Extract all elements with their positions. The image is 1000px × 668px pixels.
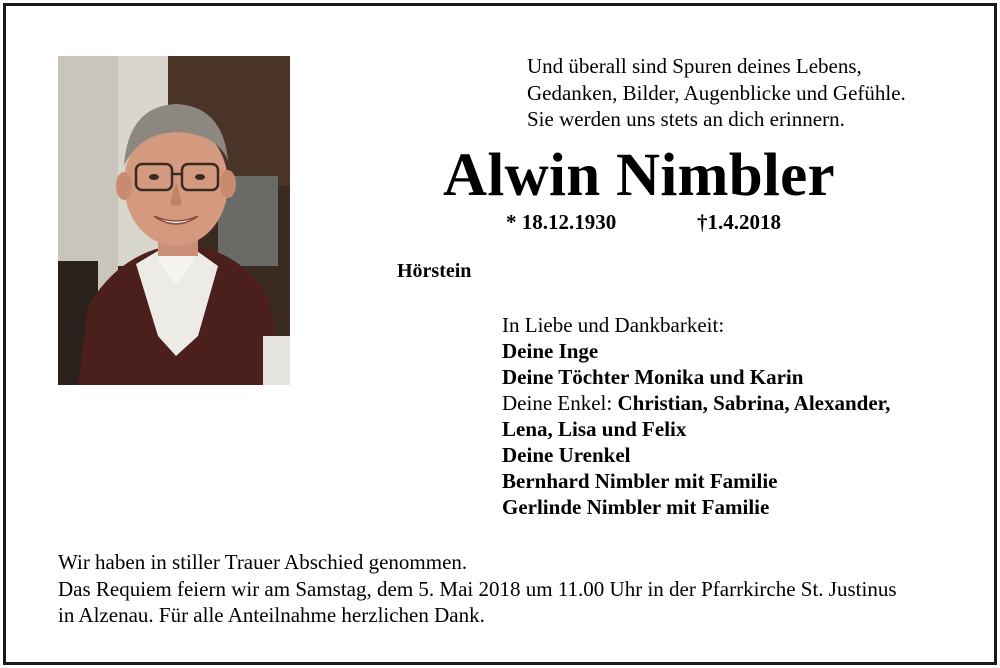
verse-line: Und überall sind Spuren deines Lebens, [527,54,862,78]
notice-line: Wir haben in stiller Trauer Abschied genommen. [58,550,468,574]
birth-date: * 18.12.1930 [506,210,617,234]
hometown: Hörstein [397,260,472,282]
mourner-relative: Bernhard Nimbler mit Familie [502,469,778,493]
death-date: †1.4.2018 [697,210,781,234]
deceased-name: Alwin Nimbler [443,142,835,209]
mourner-relative: Gerlinde Nimbler mit Familie [502,495,770,519]
verse-line: Gedanken, Bilder, Augenblicke und Gefühle. [527,80,906,105]
portrait-photo [58,56,290,385]
mourner-wife: Deine Inge [502,339,599,363]
mourner-grandchildren [502,390,890,416]
grandchildren-names-continued: Lena, Lisa und Felix [502,417,687,441]
service-notice [58,549,897,629]
memorial-verse [527,53,906,133]
mourner-great-grandchild: Deine Urenkel [502,443,631,467]
portrait-image [58,56,290,385]
grandchildren-label: Deine Enkel: [502,391,613,415]
notice-line: Das Requiem feiern wir am Samstag, dem 5. Mai 2018 um 11.00 Uhr in der Pfarrkirche St. Justinus [58,576,897,601]
notice-line: in Alzenau. Für alle Anteilnahme herzlichen Dank. [58,603,485,627]
grandchildren-names: Christian, Sabrina, Alexander, [617,391,891,415]
verse-line: Sie werden uns stets an dich erinnern. [527,107,845,131]
mourners-list [502,312,890,520]
mourner-daughters: Deine Töchter Monika und Karin [502,365,804,389]
mourners-intro: In Liebe und Dankbarkeit: [502,313,725,337]
